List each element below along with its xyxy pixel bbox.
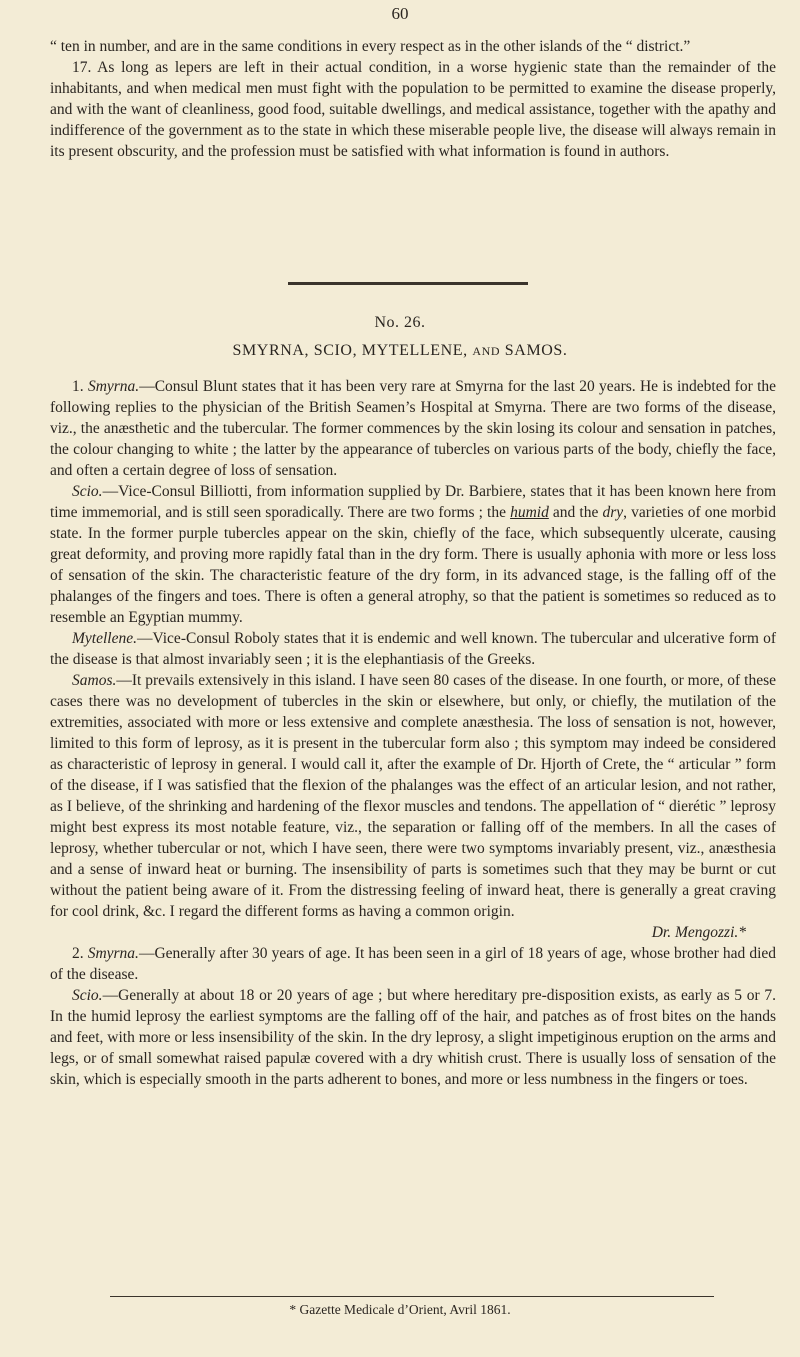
label-mytellene: Mytellene. bbox=[72, 630, 137, 647]
signature-mengozzi: Dr. Mengozzi.* bbox=[651, 924, 746, 941]
section-title-and: AND bbox=[472, 344, 501, 358]
paragraph-scio-1: Scio.—Vice-Consul Billiotti, from information supplied by Dr. Barbiere, states that it has been known here from time immemorial, and is still seen sporadically. There are two forms ; the humid and the dry, varieties of one morbid state. In the former purple tubercles appear on the skin, chiefly of the face, which subsequently ulcerate, causing great deformity, and proving more rapidly fatal than in the dry form. There is usually aphonia with more or less loss of sensation of the skin. The characteristic feature of the dry form, in its advanced stage, is the falling off of the phalanges of the fingers and toes. There is often a general atrophy, so that the patient is sometimes so reduced as to resemble an Egyptian mummy. bbox=[50, 483, 776, 626]
footnote: * Gazette Medicale d’Orient, Avril 1861. bbox=[289, 1302, 511, 1317]
label-scio-2: Scio. bbox=[72, 987, 103, 1004]
label-samos: Samos. bbox=[72, 672, 117, 689]
top-text-block bbox=[50, 36, 776, 162]
footnote-divider bbox=[110, 1296, 714, 1297]
section-title bbox=[0, 342, 800, 360]
paragraph-scio-2: Scio.—Generally at about 18 or 20 years of age ; but where hereditary pre-disposition exists, as early as 5 or 7. In the humid leprosy the earliest symptoms are the falling off of the hair, and patches as of frost bites on the hands and feet, with more or less insensibility of the skin. In the dry leprosy, a slight impetiginous eruption on the arms and legs, or of small somewhat raised papulæ covered with a dry whitish crust. There is usually loss of sensation of the skin, which is especially smooth in the parts adherent to bones, and more or less numbness in the fingers or toes. bbox=[50, 987, 776, 1088]
paragraph-smyrna-1: 1. Smyrna.—Consul Blunt states that it has been very rare at Smyrna for the last 20 years. He is indebted for the following replies to the physician of the British Seamen’s Hospital at Smyrna. There are two forms of the disease, viz., the anæsthetic and the tubercular. The former commences by the skin losing its colour and sensation in patches, the colour changing to white ; the latter by the appearance of tubercles on various parts of the body, chiefly the face, and often a certain degree of loss of sensation. bbox=[50, 378, 777, 479]
section-divider bbox=[288, 282, 528, 285]
paragraph-17: 17. As long as lepers are left in their actual condition, in a worse hygienic state than the remainder of the inhabitants, and when medical men must fight with the population to be permitted to examine the disease properly, and with the want of cleanliness, good food, suitable dwellings, and medical assistance, together with the apathy and indifference of the government as to the state in which these miserable people live, the disease will always remain in its present obscurity, and the profession must be satisfied with what information is found in authors. bbox=[50, 59, 776, 160]
quote-paragraph: “ ten in number, and are in the same conditions in every respect as in the other islands of the “ district.” bbox=[50, 38, 691, 55]
page-number: 60 bbox=[391, 4, 409, 23]
section-title-end: SAMOS. bbox=[504, 342, 568, 359]
section-body bbox=[50, 376, 776, 1090]
label-smyrna: Smyrna. bbox=[87, 378, 140, 395]
section-number: No. 26. bbox=[374, 314, 426, 331]
section-title-main: SMYRNA, SCIO, MYTELLENE, bbox=[232, 342, 468, 359]
label-scio: Scio. bbox=[72, 483, 103, 500]
label-smyrna-2: Smyrna. bbox=[87, 945, 139, 962]
paragraph-mytellene: Mytellene.—Vice-Consul Roboly states that it is endemic and well known. The tubercular and ulcerative form of the disease is that almost invariably seen ; it is the elephantiasis of the Greeks. bbox=[50, 630, 776, 668]
paragraph-smyrna-2: 2. Smyrna.—Generally after 30 years of age. It has been seen in a girl of 18 years of age, whose brother had died of the disease. bbox=[50, 945, 777, 983]
paragraph-samos: Samos.—It prevails extensively in this island. I have seen 80 cases of the disease. In one fourth, or more, of these cases there was no development of tubercles in the skin or elsewhere, but only, or chiefly, the mutilation of the extremities, associated with more or less extensive and complete anæsthesia. The loss of sensation is not, however, limited to this form of leprosy, as it is present in the tubercular form also ; this symptom may indeed be considered as characteristic of leprosy in general. I would call it, after the example of Dr. Hjorth of Crete, the “ articular ” form of the disease, if I was satisfied that the flexion of the phalanges was the effect of an articular lesion, and not rather, as I believe, of the shrinking and hardening of the flexor muscles and tendons. The appellation of “ dierétic ” leprosy might best express its most notable feature, viz., the separation or falling off of the members. In all the cases of leprosy, whether tubercular or not, which I have seen, there were two symptoms invariably present, viz., anæsthesia and a sense of inward heat or burning. The insensibility of parts is sometimes such that they may be burnt or cut without the patient being aware of it. From the distressing feeling of inward heat, there is generally a great craving for cool drink, &c. I regard the different forms as having a common origin. bbox=[50, 672, 776, 920]
